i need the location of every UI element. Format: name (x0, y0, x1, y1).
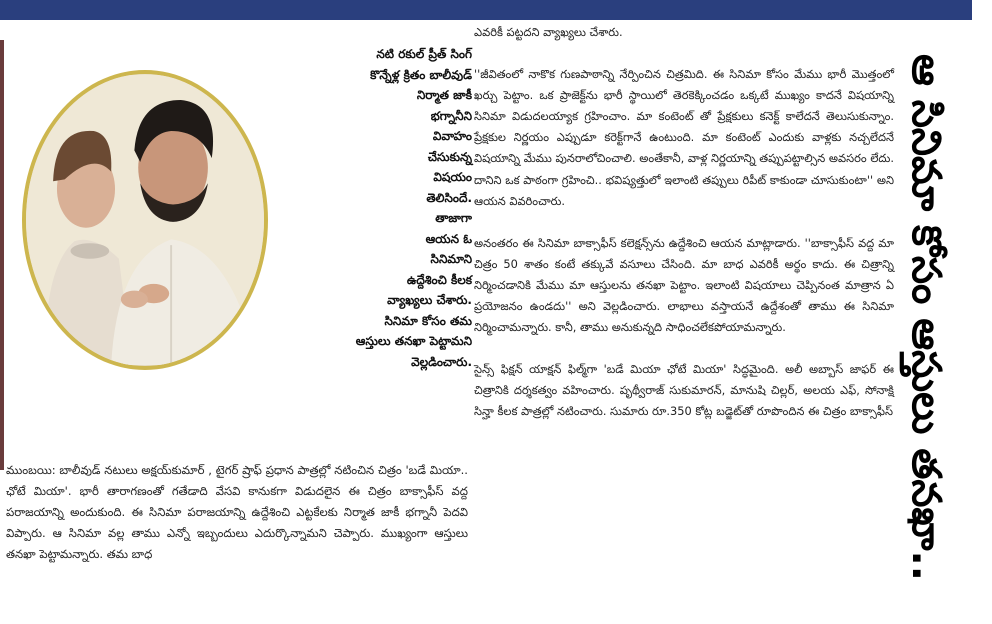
caption-line: చేసుకున్న (427, 149, 472, 164)
caption-line: సినిమా కోసం తమ (384, 313, 472, 328)
couple-photo-illustration (26, 74, 264, 366)
photo-caption (272, 44, 472, 372)
article-paragraph: ముంబయి: బాలీవుడ్ నటులు అక్షయ్‌కుమార్ , టైగర్ ష్రాఫ్ ప్రధాన పాత్రల్లో నటించిన చిత్రం 'బడే మియా.. ఛోటే మియా'. భారీ తారాగణంతో గతేడాది వేసవి కానుకగా విడుదలైన ఈ చిత్రం బాక్సాఫీస్ వద్ద పరాజయాన్ని అందుకుంది. ఈ సినిమా పరాజయాన్ని ఉద్దేశించి ఎట్టకేలకు నిర్మాత జాకీ భగ్నానీ పెదవి విప్పారు. ఆ సినిమా వల్ల తాము ఎన్నో ఇబ్బందులు ఎదుర్కొన్నామని చెప్పారు. ముఖ్యంగా ఆస్తులు తనఖా పెట్టామన్నారు. తమ బాధ (6, 463, 468, 561)
caption-line: భగ్నానీని (430, 108, 472, 123)
caption-line: తెలిసిందే. (426, 190, 472, 205)
caption-line: వెల్లడించారు. (411, 354, 472, 369)
left-margin-rule (0, 40, 4, 470)
caption-line: ఉద్దేశించి కీలక (406, 272, 472, 287)
article-middle-column (474, 22, 894, 423)
top-color-band (0, 0, 972, 20)
couple-photo (22, 70, 268, 370)
caption-line: నటి రకుల్ ప్రీత్ సింగ్ (376, 47, 472, 61)
caption-line: నిర్మాత జాకీ (416, 88, 472, 102)
caption-line: వివాహం (432, 129, 472, 143)
article-left-column (6, 460, 468, 565)
caption-line: విషయం (433, 170, 472, 184)
caption-line: తాజాగా (435, 211, 472, 225)
headline-text: ఆ సినిమా కోసం ఆస్తులు తనఖా.. (903, 54, 949, 581)
caption-line: సినిమాని (430, 252, 472, 266)
headline (896, 54, 956, 614)
caption-line: ఆయన ఓ (425, 231, 472, 246)
article-paragraph: అనంతరం ఈ సినిమా బాక్సాఫీస్ కలెక్షన్స్‌ను ఉద్దేశించి ఆయన మాట్లాడారు. ''బాక్సాఫీస్ వద్ద మా చిత్రం 50 శాతం కంటే తక్కువే వసూలు చేసింది. మా బాధ ఎవరికీ అర్థం కాదు. ఈ చిత్రాన్ని నిర్మించడానికి మేము మా ఆస్తులను తనఖా పెట్టాం. ఇలాంటి విషయాలు చెప్పినంత మాత్రాన ఏ ప్రయోజనం ఉండదు'' అని వెల్లడించారు. లాభాలు వస్తాయనే ఉద్దేశంతో తాము ఈ సినిమా నిర్మించామన్నారు. కానీ, తాము అనుకున్నది సాధించలేకపోయామన్నారు. (474, 235, 894, 335)
caption-line: వ్యాఖ్యలు చేశారు. (387, 293, 472, 307)
article-paragraph: సైన్స్ ఫిక్షన్ యాక్షన్ ఫిల్మ్‌గా 'బడే మియా ఛోటే మియా' సిద్ధమైంది. అలీ అబ్బాస్ జాఫర్ ఈ చిత్రానికి దర్శకత్వం వహించారు. పృథ్వీరాజ్ సుకుమారన్, మానుషి చిల్లర్, అలయ ఎఫ్, సోనాక్షి సిన్హా కీలక పాత్రల్లో నటించారు. సుమారు రూ.350 కోట్ల బడ్జెట్‌తో రూపొందిన ఈ చిత్రం బాక్సాఫీస్ (474, 362, 894, 419)
article-paragraph: ఎవరికీ పట్టదని వ్యాఖ్యలు చేశారు. (474, 25, 623, 39)
caption-line: కొన్నేళ్ల క్రితం బాలీవుడ్ (370, 67, 472, 82)
article-paragraph: ''జీవితంలో నాకొక గుణపాఠాన్ని నేర్పించిన చిత్రమిది. ఈ సినిమా కోసం మేము భారీ మొత్తంలో ఖర్చు పెట్టాం. ఒక ప్రాజెక్ట్‌ను భారీ స్థాయిలో తెరకెక్కించడం ఒక్కటే ముఖ్యం కాదనే విషయాన్ని సినిమా విడుదలయ్యాక గ్రహించాం. మా కంటెంట్ తో ప్రేక్షకులు కనెక్ట్ కాలేదనే తెలుసుకున్నాం. ప్రేక్షకుల నిర్ణయం ఎప్పుడూ కరెక్ట్‌గానే ఉంటుంది. మా కంటెంట్ ఎందుకు వాళ్లకు నచ్చలేదనే విషయాన్ని మేము పునరాలోచించాలి. అంతేకానీ, వాళ్ల నిర్ణయాన్ని తప్పుపట్టాల్సిన అవసరం లేదు. దానిని ఒక పాఠంగా గ్రహించి.. భవిష్యత్తులో ఇలాంటి తప్పులు రిపీట్ కాకుండా చూసుకుంటా'' అని ఆయన వివరించారు. (474, 67, 894, 208)
caption-line: ఆస్తులు తనఖా పెట్టామని (355, 334, 472, 348)
